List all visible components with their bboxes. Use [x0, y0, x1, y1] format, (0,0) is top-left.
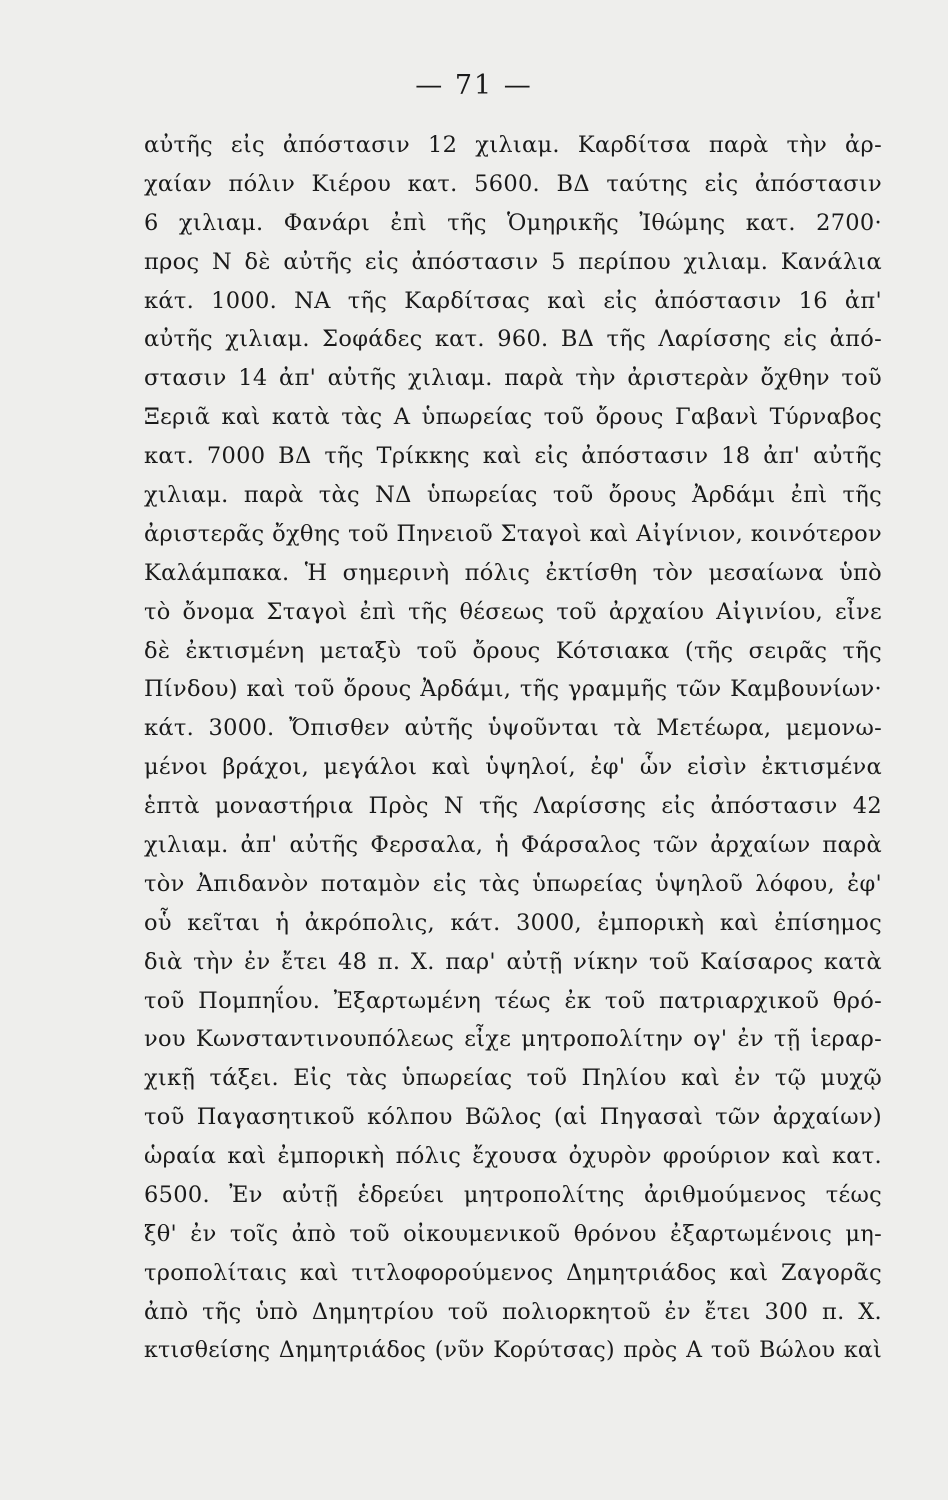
body-text	[144, 126, 882, 1371]
text-line: τροπολίταις καὶ τιτλοφορούμενος Δημητριάδος καὶ Ζαγορᾶς	[144, 1259, 882, 1286]
text-line: χαίαν πόλιν Κιέρου κατ. 5600. ΒΔ ταύτης εἰς ἀπόστασιν	[144, 170, 882, 197]
text-line: ἀπὸ τῆς ὑπὸ Δημητρίου τοῦ πολιορκητοῦ ἐν ἔτει 300 π. Χ.	[144, 1298, 882, 1325]
text-line: χικῇ τάξει. Εἰς τὰς ὑπωρείας τοῦ Πηλίου καὶ ἐν τῷ μυχῷ	[144, 1065, 882, 1092]
text-line: νου Κωνσταντινουπόλεως εἶχε μητροπολίτην ογ' ἐν τῇ ἱεραρ-	[144, 1026, 882, 1053]
text-line: χιλιαμ. ἀπ' αὐτῆς Φερσαλα, ἡ Φάρσαλος τῶν ἀρχαίων παρὰ	[144, 832, 882, 859]
text-line: 6 χιλιαμ. Φανάρι ἐπὶ τῆς Ὁμηρικῆς Ἰθώμης κατ. 2700·	[144, 209, 882, 236]
text-line: τοῦ Παγασητικοῦ κόλπου Βῶλος (αἱ Πηγασαὶ τῶν ἀρχαίων)	[144, 1104, 882, 1131]
text-line: ξθ' ἐν τοῖς ἀπὸ τοῦ οἰκουμενικοῦ θρόνου ἐξαρτωμένοις μη-	[144, 1220, 882, 1247]
text-line: αὐτῆς εἰς ἀπόστασιν 12 χιλιαμ. Καρδίτσα παρὰ τὴν ἀρ-	[144, 132, 882, 158]
text-line: κατ. 7000 ΒΔ τῆς Τρίκκης καὶ εἰς ἀπόστασιν 18 ἀπ' αὐτῆς	[144, 443, 882, 470]
text-line: τὸ ὄνομα Σταγοὶ ἐπὶ τῆς θέσεως τοῦ ἀρχαίου Αἰγινίου, εἶνε	[144, 598, 882, 625]
text-line: ἀριστερᾶς ὄχθης τοῦ Πηνειοῦ Σταγοὶ καὶ Αἰγίνιον, κοινότερον	[144, 520, 882, 547]
text-line: χιλιαμ. παρὰ τὰς ΝΔ ὑπωρείας τοῦ ὄρους Ἀρδάμι ἐπὶ τῆς	[144, 482, 882, 509]
text-line: προς Ν δὲ αὐτῆς εἰς ἀπόστασιν 5 περίπου χιλιαμ. Κανάλια	[144, 248, 882, 275]
text-line: δὲ ἐκτισμένη μεταξὺ τοῦ ὄρους Κότσιακα (τῆς σειρᾶς τῆς	[144, 637, 882, 664]
text-line: ἑπτὰ μοναστήρια Πρὸς Ν τῆς Λαρίσσης εἰς ἀπόστασιν 42	[144, 793, 882, 820]
text-line: 6500. Ἐν αὐτῇ ἑδρεύει μητροπολίτης ἀριθμούμενος τέως	[144, 1182, 882, 1209]
text-line: κτισθείσης Δημητριάδος (νῦν Κορύτσας) πρὸς Α τοῦ Βώλου καὶ	[144, 1337, 882, 1363]
text-line: τὸν Ἀπιδανὸν ποταμὸν εἰς τὰς ὑπωρείας ὑψηλοῦ λόφου, ἐφ'	[144, 870, 882, 897]
text-line: κάτ. 3000. Ὄπισθεν αὐτῆς ὑψοῦνται τὰ Μετέωρα, μεμονω-	[144, 715, 882, 742]
text-line: οὗ κεῖται ἡ ἀκρόπολις, κάτ. 3000, ἐμπορικὴ καὶ ἐπίσημος	[144, 909, 882, 936]
text-line: Ξεριᾶ καὶ κατὰ τὰς Α ὑπωρείας τοῦ ὄρους Γαβανὶ Τύρναβος	[144, 404, 882, 431]
text-line: Καλάμπακα. Ἡ σημερινὴ πόλις ἐκτίσθη τὸν μεσαίωνα ὑπὸ	[144, 559, 882, 586]
page-number: — 71 —	[415, 70, 533, 101]
text-line: τοῦ Πομπηΐου. Ἐξαρτωμένη τέως ἐκ τοῦ πατριαρχικοῦ θρό-	[144, 987, 882, 1014]
text-line: μένοι βράχοι, μεγάλοι καὶ ὑψηλοί, ἐφ' ὧν εἰσὶν ἐκτισμένα	[144, 754, 882, 781]
text-line: ὡραία καὶ ἐμπορικὴ πόλις ἔχουσα ὀχυρὸν φρούριον καὶ κατ.	[144, 1143, 882, 1170]
text-line: διὰ τὴν ἐν ἔτει 48 π. Χ. παρ' αὐτῇ νίκην τοῦ Καίσαρος κατὰ	[144, 948, 882, 975]
text-line: κάτ. 1000. ΝΑ τῆς Καρδίτσας καὶ εἰς ἀπόστασιν 16 ἀπ'	[144, 287, 882, 314]
text-line: αὐτῆς χιλιαμ. Σοφάδες κατ. 960. ΒΔ τῆς Λαρίσσης εἰς ἀπό-	[144, 326, 882, 353]
text-line: Πίνδου) καὶ τοῦ ὄρους Ἀρδάμι, τῆς γραμμῆς τῶν Καμβουνίων·	[144, 676, 882, 703]
text-line: στασιν 14 ἀπ' αὐτῆς χιλιαμ. παρὰ τὴν ἀριστερὰν ὄχθην τοῦ	[144, 365, 882, 392]
